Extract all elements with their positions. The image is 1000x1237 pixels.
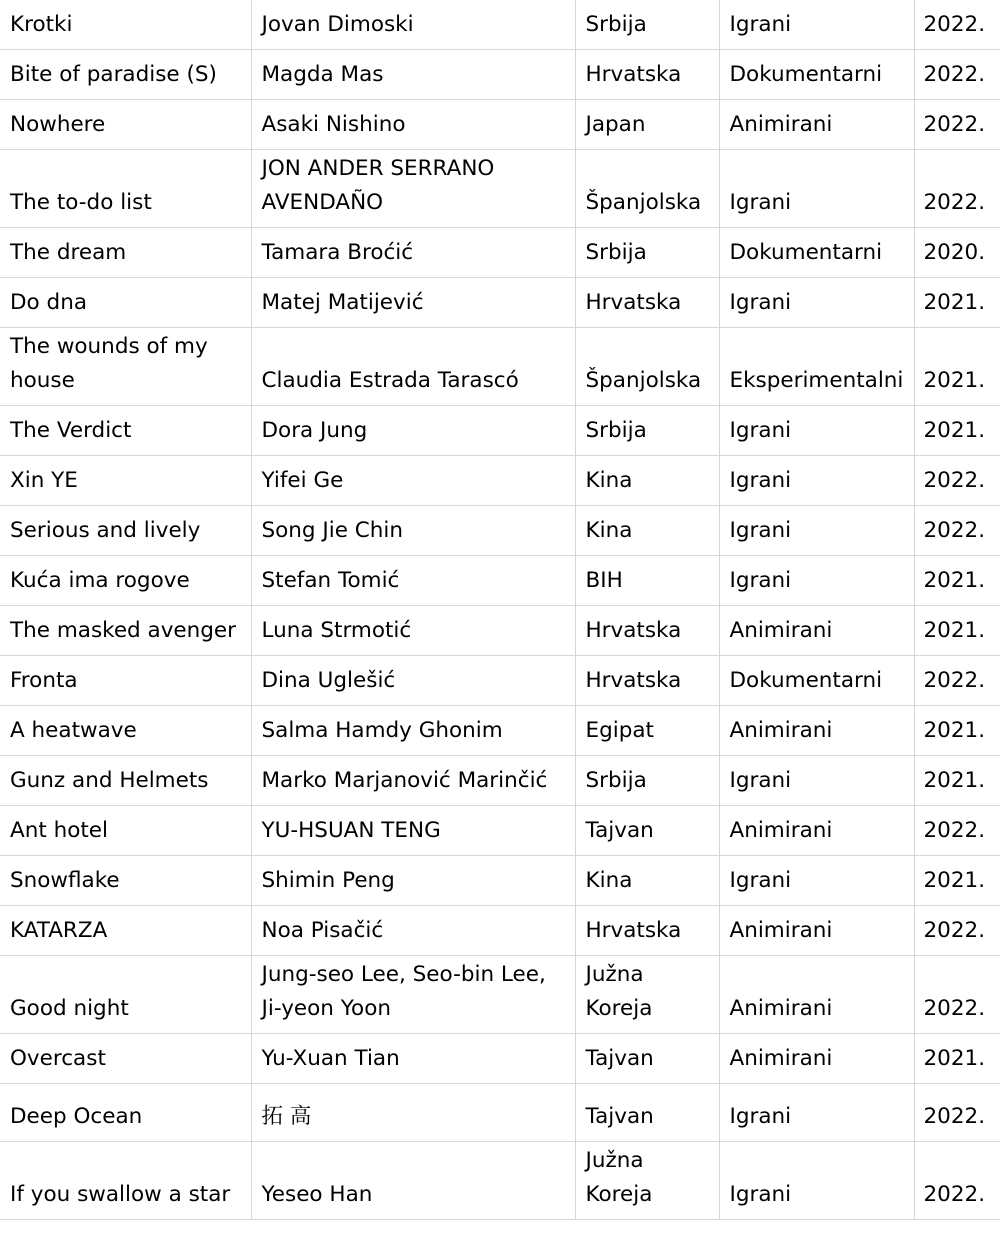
genre-cell[interactable]: Igrani [719,1141,914,1219]
genre-cell[interactable]: Dokumentarni [719,227,914,277]
genre-cell[interactable]: Igrani [719,149,914,227]
genre-cell[interactable]: Igrani [719,455,914,505]
country-cell[interactable]: Hrvatska [575,49,719,99]
genre-cell[interactable]: Eksperimentalni [719,327,914,405]
genre-cell[interactable]: Igrani [719,1083,914,1141]
genre-cell[interactable]: Animirani [719,955,914,1033]
country-cell[interactable]: Kina [575,855,719,905]
country-cell[interactable]: Španjolska [575,327,719,405]
director-cell[interactable]: Song Jie Chin [251,505,575,555]
year-cell[interactable]: 2022. [914,1141,1000,1219]
director-cell[interactable]: Jung-seo Lee, Seo-bin Lee, Ji-yeon Yoon [251,955,575,1033]
director-cell[interactable]: Noa Pisačić [251,905,575,955]
table-row [0,705,1000,755]
year-cell[interactable]: 2022. [914,805,1000,855]
genre-cell[interactable]: Animirani [719,905,914,955]
year-cell[interactable]: 2021. [914,1033,1000,1083]
genre-cell[interactable]: Dokumentarni [719,49,914,99]
director-cell[interactable]: Jovan Dimoski [251,0,575,49]
country-cell[interactable]: Južna Koreja [575,955,719,1033]
table-row [0,555,1000,605]
title-cell[interactable]: The to-do list [0,149,251,227]
genre-cell[interactable]: Igrani [719,855,914,905]
title-cell[interactable]: Fronta [0,655,251,705]
country-cell[interactable]: Kina [575,455,719,505]
director-cell[interactable]: Magda Mas [251,49,575,99]
genre-cell[interactable]: Igrani [719,0,914,49]
director-cell[interactable]: Shimin Peng [251,855,575,905]
year-cell[interactable]: 2022. [914,149,1000,227]
country-cell[interactable]: Južna Koreja [575,1141,719,1219]
title-cell[interactable]: The dream [0,227,251,277]
title-cell[interactable]: A heatwave [0,705,251,755]
director-cell[interactable]: 拓 高 [251,1083,575,1141]
title-cell[interactable]: Deep Ocean [0,1083,251,1141]
title-cell[interactable]: Serious and lively [0,505,251,555]
director-cell[interactable]: Yeseo Han [251,1141,575,1219]
year-cell[interactable]: 2022. [914,99,1000,149]
country-cell[interactable]: Tajvan [575,805,719,855]
country-cell[interactable]: Srbija [575,755,719,805]
year-cell[interactable]: 2022. [914,655,1000,705]
genre-cell[interactable]: Igrani [719,405,914,455]
director-cell[interactable]: Matej Matijević [251,277,575,327]
director-cell[interactable]: Dina Uglešić [251,655,575,705]
table-row [0,955,1000,1033]
year-cell[interactable]: 2021. [914,855,1000,905]
table-row [0,49,1000,99]
table-row [0,277,1000,327]
year-cell[interactable]: 2021. [914,705,1000,755]
genre-cell[interactable]: Igrani [719,755,914,805]
year-cell[interactable]: 2021. [914,327,1000,405]
year-cell[interactable]: 2021. [914,277,1000,327]
title-cell[interactable]: The wounds of my house [0,327,251,405]
title-cell[interactable]: Xin YE [0,455,251,505]
country-cell[interactable]: Španjolska [575,149,719,227]
country-cell[interactable]: Srbija [575,0,719,49]
genre-cell[interactable]: Igrani [719,505,914,555]
year-cell[interactable]: 2021. [914,605,1000,655]
table-row [0,605,1000,655]
table-row [0,755,1000,805]
director-cell[interactable]: Luna Strmotić [251,605,575,655]
table-row [0,505,1000,555]
year-cell[interactable]: 2022. [914,905,1000,955]
country-cell[interactable]: Srbija [575,227,719,277]
title-cell[interactable]: If you swallow a star [0,1141,251,1219]
table-row [0,405,1000,455]
table-row [0,805,1000,855]
country-cell[interactable]: Srbija [575,405,719,455]
country-cell[interactable]: Japan [575,99,719,149]
country-cell[interactable]: Hrvatska [575,605,719,655]
table-row [0,1033,1000,1083]
title-cell[interactable]: Overcast [0,1033,251,1083]
year-cell[interactable]: 2021. [914,755,1000,805]
title-cell[interactable]: Snowflake [0,855,251,905]
title-cell[interactable]: Nowhere [0,99,251,149]
director-cell[interactable]: Yifei Ge [251,455,575,505]
title-cell[interactable]: Good night [0,955,251,1033]
title-cell[interactable]: The masked avenger [0,605,251,655]
title-cell[interactable]: Bite of paradise (S) [0,49,251,99]
genre-cell[interactable]: Animirani [719,605,914,655]
table-row [0,905,1000,955]
genre-cell[interactable]: Igrani [719,277,914,327]
year-cell[interactable]: 2022. [914,0,1000,49]
table-row [0,227,1000,277]
director-cell[interactable]: Yu-Xuan Tian [251,1033,575,1083]
title-cell[interactable]: The Verdict [0,405,251,455]
director-cell[interactable]: Tamara Broćić [251,227,575,277]
year-cell[interactable]: 2022. [914,49,1000,99]
genre-cell[interactable]: Animirani [719,805,914,855]
table-row [0,0,1000,49]
title-cell[interactable]: Krotki [0,0,251,49]
director-cell[interactable]: Stefan Tomić [251,555,575,605]
table-row [0,1083,1000,1141]
country-cell[interactable]: Hrvatska [575,905,719,955]
table-row [0,455,1000,505]
table-row [0,149,1000,227]
genre-cell[interactable]: Animirani [719,1033,914,1083]
genre-cell[interactable]: Igrani [719,555,914,605]
year-cell[interactable]: 2022. [914,1083,1000,1141]
title-cell[interactable]: Do dna [0,277,251,327]
table-row [0,855,1000,905]
title-cell[interactable]: Kuća ima rogove [0,555,251,605]
director-cell[interactable]: Marko Marjanović Marinčić [251,755,575,805]
genre-cell[interactable]: Animirani [719,99,914,149]
year-cell[interactable]: 2022. [914,955,1000,1033]
table-row [0,1141,1000,1219]
director-cell[interactable]: Dora Jung [251,405,575,455]
year-cell[interactable]: 2021. [914,555,1000,605]
country-cell[interactable]: Kina [575,505,719,555]
genre-cell[interactable]: Dokumentarni [719,655,914,705]
table-row [0,327,1000,405]
title-cell[interactable]: Ant hotel [0,805,251,855]
year-cell[interactable]: 2022. [914,455,1000,505]
table-row [0,99,1000,149]
country-cell[interactable]: Hrvatska [575,277,719,327]
year-cell[interactable]: 2020. [914,227,1000,277]
country-cell[interactable]: BIH [575,555,719,605]
director-cell[interactable]: Salma Hamdy Ghonim [251,705,575,755]
year-cell[interactable]: 2021. [914,405,1000,455]
title-cell[interactable]: KATARZA [0,905,251,955]
year-cell[interactable]: 2022. [914,505,1000,555]
country-cell[interactable]: Tajvan [575,1033,719,1083]
director-cell[interactable]: Claudia Estrada Tarascó [251,327,575,405]
director-cell[interactable]: Asaki Nishino [251,99,575,149]
genre-cell[interactable]: Animirani [719,705,914,755]
country-cell[interactable]: Egipat [575,705,719,755]
country-cell[interactable]: Hrvatska [575,655,719,705]
director-cell[interactable]: JON ANDER SERRANO AVENDAÑO [251,149,575,227]
table-row [0,655,1000,705]
title-cell[interactable]: Gunz and Helmets [0,755,251,805]
director-cell[interactable]: YU-HSUAN TENG [251,805,575,855]
country-cell[interactable]: Tajvan [575,1083,719,1141]
